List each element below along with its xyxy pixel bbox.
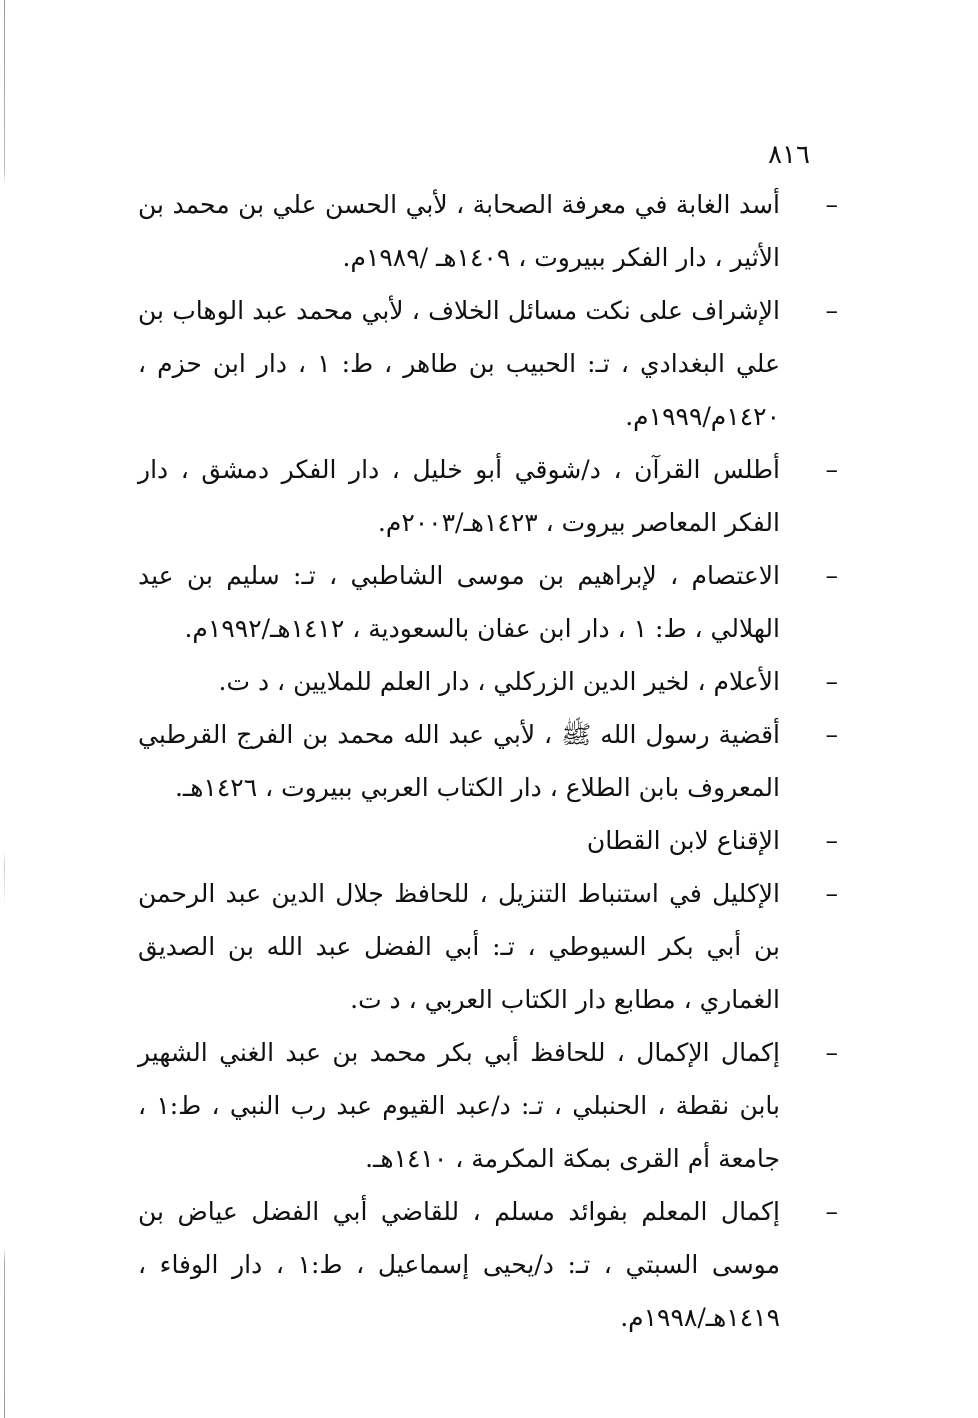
bibliography-entry: [138, 814, 838, 867]
page-number: ٨١٦: [768, 140, 810, 170]
bibliography-entry: [138, 178, 838, 284]
entry-dash: –: [825, 296, 838, 325]
bibliography-entry: [138, 549, 838, 655]
bibliography-entry: [138, 1026, 838, 1185]
bibliography-entry: [138, 655, 838, 708]
entry-text: الاعتصام ، لإبراهيم بن موسى الشاطبي ، تـ: سليم بن عيد الهلالي ، ط: ١ ، دار ابن عفان بالسعودية ، ١٤١٢هـ/١٩٩٢م.: [138, 561, 781, 643]
entry-text: إكمال الإكمال ، للحافظ أبي بكر محمد بن عبد الغني الشهير بابن نقطة ، الحنبلي ، تـ: د/عبد القيوم عبد رب النبي ، ط:١ ، جامعة أم القرى بمكة المكرمة ، ١٤١٠هـ.: [138, 1038, 781, 1173]
entry-text: الإشراف على نكت مسائل الخلاف ، لأبي محمد عبد الوهاب بن علي البغدادي ، تـ: الحبيب بن طاهر ، ط: ١ ، دار ابن حزم ، ١٤٢٠م/١٩٩٩م.: [138, 296, 780, 431]
entry-dash: –: [825, 1197, 838, 1226]
entry-text: أطلس القرآن ، د/شوقي أبو خليل ، دار الفكر دمشق ، دار الفكر المعاصر بيروت ، ١٤٢٣هـ/٢٠٠٣م.: [138, 455, 780, 537]
bibliography-entry: [138, 867, 838, 1026]
entry-text: أقضية رسول الله ﷺ ، لأبي عبد الله محمد بن الفرج القرطبي المعروف بابن الطلاع ، دار الكتاب العربي ببيروت ، ١٤٢٦هـ.: [138, 720, 780, 802]
bibliography-list: [138, 178, 838, 1344]
entry-dash: –: [825, 455, 838, 484]
bibliography-entry: [138, 1185, 838, 1344]
bibliography-entry: [138, 443, 838, 549]
entry-dash: –: [825, 190, 838, 219]
entry-text: إكمال المعلم بفوائد مسلم ، للقاضي أبي الفضل عياض بن موسى السبتي ، تـ: د/يحيى إسماعيل ، ط:١ ، دار الوفاء ، ١٤١٩هـ/١٩٩٨م.: [138, 1197, 780, 1332]
entry-dash: –: [825, 879, 838, 908]
entry-text: الأعلام ، لخير الدين الزركلي ، دار العلم للملايين ، د ت.: [218, 667, 780, 696]
bibliography-entry: [138, 284, 838, 443]
entry-dash: –: [825, 561, 838, 590]
entry-text: الإكليل في استنباط التنزيل ، للحافظ جلال الدين عبد الرحمن بن أبي بكر السيوطي ، تـ: أبي الفضل عبد الله بن الصديق الغماري ، مطابع دار الكتاب العربي ، د ت.: [138, 879, 780, 1014]
entry-text: أسد الغابة في معرفة الصحابة ، لأبي الحسن علي بن محمد بن الأثير ، دار الفكر ببيروت ، ١٤٠٩هـ /١٩٨٩م.: [138, 190, 780, 272]
entry-dash: –: [825, 826, 838, 855]
entry-dash: –: [825, 667, 838, 696]
entry-dash: –: [825, 1038, 838, 1067]
entry-dash: –: [825, 720, 838, 749]
bibliography-entry: [138, 708, 838, 814]
scan-edge-line: [4, 0, 5, 1418]
entry-text: الإقناع لابن القطان: [586, 826, 780, 855]
